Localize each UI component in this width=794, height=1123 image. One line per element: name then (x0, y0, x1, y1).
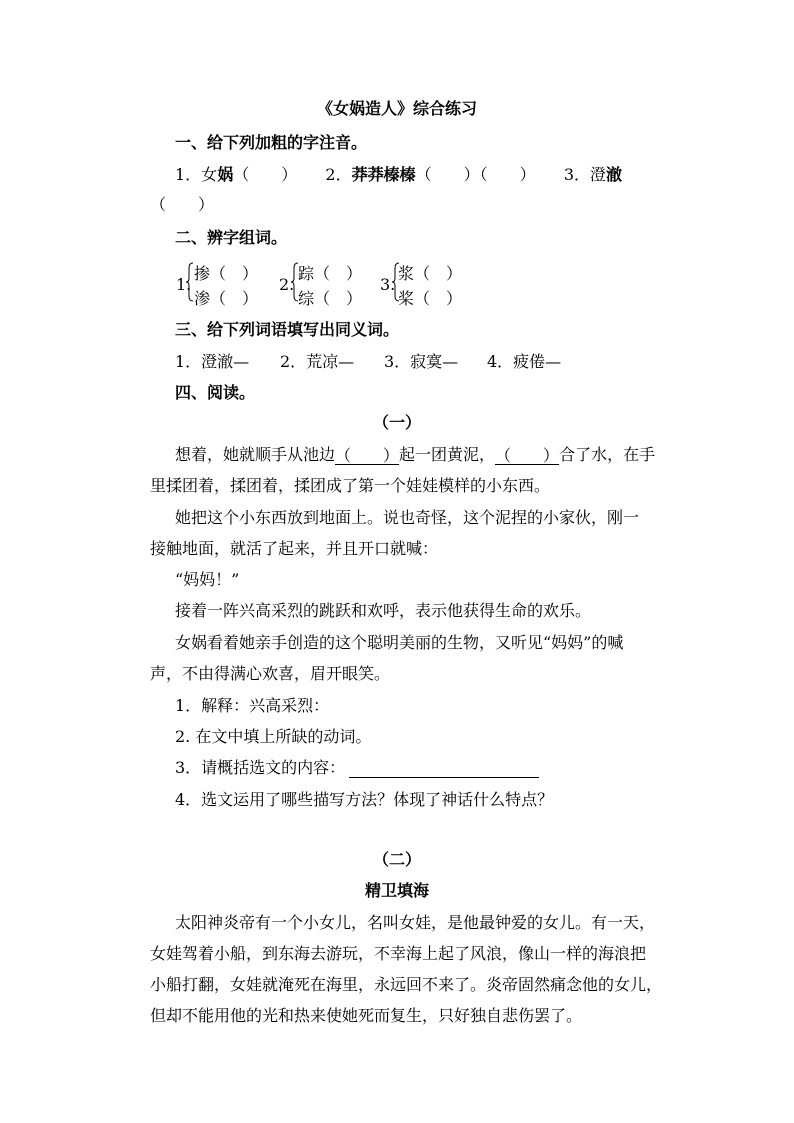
section-3-heading: 三、给下列词语填写出同义词。 (175, 320, 400, 339)
section-1-questions-row (175, 165, 622, 185)
group-1-word-b: 渗（ ） (194, 289, 259, 308)
passage-1-line-2: 里揉团着，揉团着，揉团成了第一个娃娃模样的小东西。 (150, 476, 551, 495)
group-2-number: 2. (279, 275, 295, 294)
group-1-word-a: 掺（ ） (194, 264, 259, 283)
passage-2-line-2: 接触地面，就活了起来，并且开口就喊： (150, 539, 439, 558)
passage-3: “妈妈！” (175, 570, 240, 589)
passage-5-line-2: 声，不由得满心欢喜，眉开眼笑。 (150, 664, 391, 683)
q2-paren: （ ）（ ） (415, 165, 536, 184)
summary-answer-line[interactable] (349, 761, 539, 778)
q3-prefix: 3．澄 (563, 165, 606, 184)
passage-5-line-1: 女娲看着她亲手创造的这个聪明美丽的生物，又听见“妈妈”的喊 (175, 633, 624, 652)
group-2-word-b: 综（ ） (298, 289, 363, 308)
passage-line: 女娃驾着小船，到东海去游玩，不幸海上起了风浪，像山一样的海浪把 (150, 944, 647, 963)
reading-question-1: 1．解释：兴高采烈： (175, 696, 330, 715)
reading-part-1-label: （一） (372, 413, 421, 432)
brace-icon (186, 262, 194, 302)
section-4-heading: 四、阅读。 (175, 383, 256, 402)
passage-title: 精卫填海 (364, 881, 429, 900)
q2-bold-chars: 莽莽榛榛 (351, 165, 416, 184)
reading-question-3: 3．请概括选文的内容： (175, 758, 539, 778)
passage-4: 接着一阵兴高采烈的跳跃和欢呼，表示他获得生命的欢乐。 (175, 601, 592, 620)
passage-line: 太阳神炎帝有一个小女儿，名叫女娃，是他最钟爱的女儿。有一天， (175, 913, 656, 932)
reading-question-2: 2. 在文中填上所缺的动词。 (175, 727, 372, 746)
synonym-item-1: 1．澄澈— (175, 352, 250, 371)
reading-part-2-label: （二） (372, 850, 421, 869)
passage-line: 小船打翻，女娃就淹死在海里，永远回不来了。炎帝固然痛念他的女儿， (150, 975, 663, 994)
passage-line: 但却不能用他的光和热来使她死而复生，只好独自悲伤罢了。 (150, 1006, 583, 1025)
q3-bold-char: 澈 (606, 165, 623, 184)
group-1-number: 1. (176, 275, 192, 294)
group-3-word-b: 桨（ ） (398, 289, 463, 308)
section-2-heading: 二、辨字组词。 (175, 228, 288, 247)
synonym-item-4: 4．疲倦— (487, 352, 562, 371)
reading-question-4: 4．选文运用了哪些描写方法？体现了神话什么特点？ (175, 790, 554, 809)
q1-bold-char: 娲 (217, 165, 234, 184)
passage-1-line-1: 想着，她就顺手从池边（ ）起一团黄泥，（ ）合了水，在手 (175, 445, 656, 465)
synonym-item-3: 3．寂寞— (384, 352, 459, 371)
q1-paren: （ ） (233, 165, 298, 184)
group-3-word-a: 浆（ ） (398, 264, 463, 283)
verb-blank-2[interactable]: （ ） (495, 446, 560, 465)
q2-prefix: 2． (325, 165, 352, 184)
passage-2-line-1: 她把这个小东西放到地面上。说也奇怪，这个泥捏的小家伙，刚一 (175, 508, 640, 527)
synonym-item-2: 2．荒凉— (280, 352, 355, 371)
q3-paren: （ ） (150, 195, 215, 214)
page-title: 《女娲造人》综合练习 (316, 99, 477, 118)
q1-prefix: 1．女 (175, 165, 218, 184)
group-2-word-a: 踪（ ） (298, 264, 363, 283)
section-1-heading: 一、给下列加粗的字注音。 (175, 133, 368, 152)
verb-blank-1[interactable]: （ ） (335, 446, 400, 465)
group-3-number: 3. (380, 275, 396, 294)
